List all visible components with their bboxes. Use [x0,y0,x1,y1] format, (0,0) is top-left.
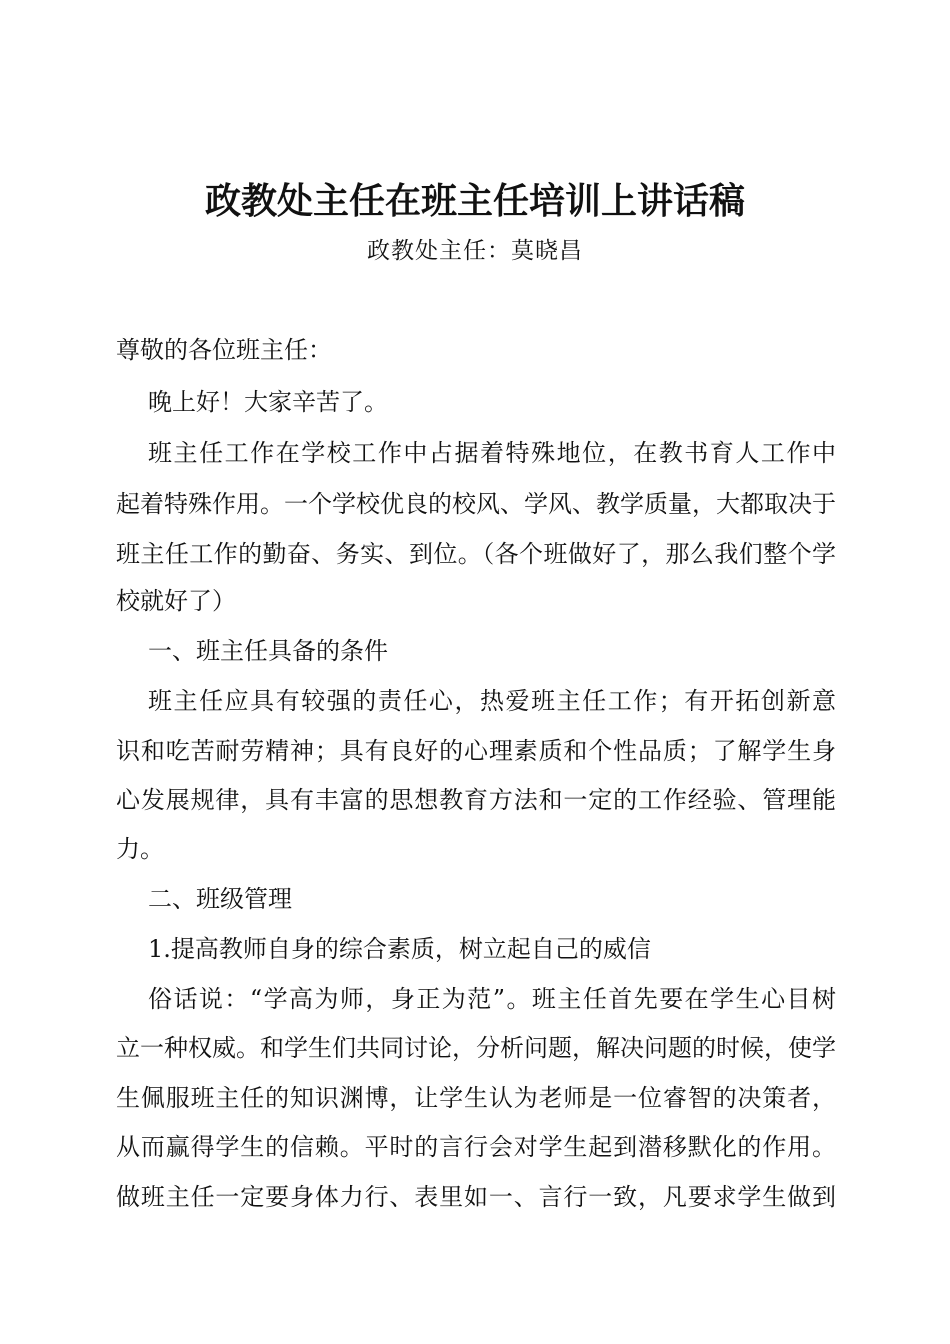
greeting-line: 晚上好！大家辛苦了。 [148,388,388,416]
paragraph-line: 立一种权威。和学生们共同讨论，分析问题，解决问题的时候，使学 [116,1034,836,1062]
paragraph-line: 力。 [116,835,164,863]
paragraph-line: 心发展规律，具有丰富的思想教育方法和一定的工作经验、管理能 [116,786,836,814]
paragraph-line: 班主任工作的勤奋、务实、到位。（各个班做好了，那么我们整个学 [116,540,836,568]
document-author: 政教处主任：莫晓昌 [367,238,583,264]
section-heading: 二、班级管理 [148,885,292,913]
paragraph-line: 生佩服班主任的知识渊博，让学生认为老师是一位睿智的决策者， [116,1084,836,1112]
paragraph-line: 做班主任一定要身体力行、表里如一、言行一致，凡要求学生做到 [116,1183,836,1211]
subsection-heading: 1.提高教师自身的综合素质，树立起自己的威信 [148,935,651,963]
paragraph-line: 起着特殊作用。一个学校优良的校风、学风、教学质量，大都取决于 [116,490,836,518]
salutation-line: 尊敬的各位班主任： [116,336,332,364]
paragraph-line: 班主任工作在学校工作中占据着特殊地位，在教书育人工作中 [148,439,836,467]
paragraph-line: 俗话说：“学高为师，身正为范”。班主任首先要在学生心目树 [148,985,836,1013]
paragraph-line: 班主任应具有较强的责任心，热爱班主任工作；有开拓创新意 [148,687,836,715]
document-title: 政教处主任在班主任培训上讲话稿 [204,180,745,222]
paragraph-line: 校就好了） [116,587,236,615]
paragraph-line: 识和吃苦耐劳精神；具有良好的心理素质和个性品质；了解学生身 [116,737,836,765]
paragraph-line: 从而赢得学生的信赖。平时的言行会对学生起到潜移默化的作用。 [116,1133,836,1161]
section-heading: 一、班主任具备的条件 [148,637,388,665]
